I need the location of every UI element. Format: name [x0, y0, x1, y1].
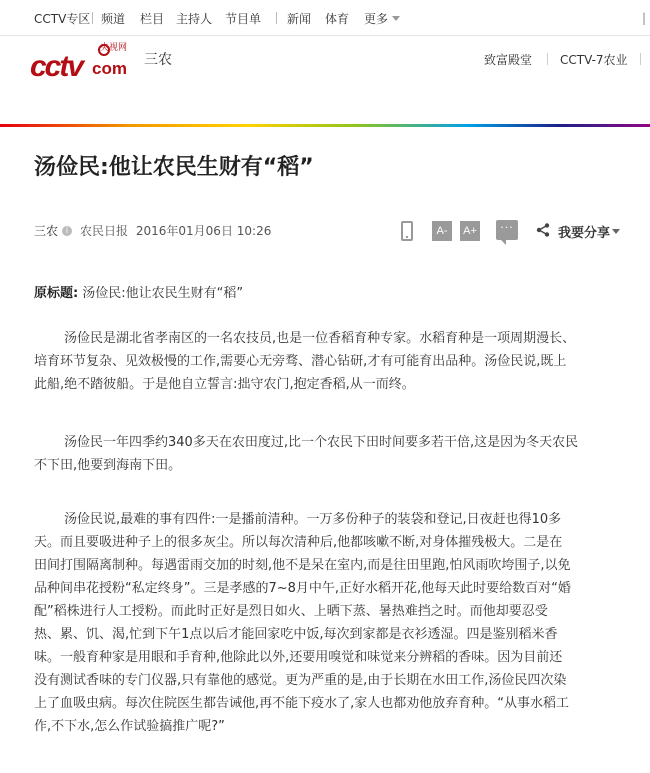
article-paragraph	[34, 431, 634, 477]
paragraph-line: 天。而且要吸进种子上的很多灰尘。所以每次清种后,他都咳嗽不断,对身体摧残极大。二是在	[34, 535, 563, 550]
header-nav-divider	[547, 53, 548, 65]
share-label: 我要分享	[558, 226, 611, 241]
comment-icon[interactable]: ···	[496, 220, 518, 240]
publish-datetime: 2016年01月06日 10:26	[135, 224, 272, 238]
paragraph-line: 汤俭民是湖北省孝南区的一名农技员,也是一位香稻育种专家。水稻育种是一项周期漫长、	[64, 331, 576, 346]
chevron-down-icon	[392, 16, 400, 21]
nav-link-sports[interactable]: 体育	[325, 12, 350, 26]
font-decrease-button[interactable]: A-	[432, 221, 452, 241]
nav-link-hosts[interactable]: 主持人	[176, 12, 213, 26]
more-label: 更多	[364, 12, 389, 26]
share-button[interactable]	[536, 220, 636, 244]
original-title-label: 原标题:	[34, 286, 79, 301]
original-title-line	[34, 282, 243, 301]
paragraph-line: 汤俭民说,最难的事有四件:一是播前清种。一万多份种子的装袋和登记,日夜赶也得10多	[64, 512, 562, 527]
paragraph-line: 上了血吸虫病。每次住院医生都告诫他,再不能下疫水了,家人也都劝他放弃育种。“从事水稻工	[34, 696, 570, 711]
nav-link-news[interactable]: 新闻	[287, 12, 312, 26]
rainbow-divider	[0, 124, 650, 127]
paragraph-line: 田间打围隔离制种。每遇雷雨交加的时刻,他不是呆在室内,而是往田里跑,怕风雨吹垮围子,以免	[34, 558, 571, 573]
nav-link-more[interactable]	[364, 10, 400, 27]
nav-link-columns[interactable]: 栏目	[140, 12, 165, 26]
info-icon: i	[62, 226, 72, 236]
paragraph-line: 汤俭民一年四季约340多天在农田度过,比一个农民下田时间要多若干倍,这是因为冬天农民	[64, 435, 579, 450]
top-right-icon[interactable]: |	[641, 11, 646, 25]
chevron-down-icon	[612, 229, 620, 234]
nav-link-cctv-zone[interactable]: CCTV专区	[34, 12, 91, 26]
article-meta	[34, 222, 271, 242]
top-nav-bar	[0, 0, 650, 36]
nav-link-schedule[interactable]: 节目单	[225, 12, 262, 26]
mobile-icon[interactable]	[401, 221, 413, 241]
paragraph-line: 味。一般育种家是用眼和手育种,他除此以外,还要用嗅觉和味觉来分辨稻的香味。因为目前还	[34, 650, 563, 665]
source-channel[interactable]: 三农	[34, 224, 59, 238]
paragraph-line: 配”稻株进行人工授粉。而此时正好是烈日如火、上晒下蒸、暑热难挡之时。而他却要忍受	[34, 604, 548, 619]
channel-name[interactable]: 三农	[144, 52, 172, 68]
nav-link-channels[interactable]: 频道	[101, 12, 126, 26]
font-increase-button[interactable]: A+	[460, 221, 480, 241]
article-paragraph	[34, 327, 634, 396]
article-title: 汤俭民:他让农民生财有“稻”	[34, 155, 314, 180]
paragraph-line: 品种间串花授粉“私定终身”。三是孝感的7~8月中午,正好水稻开花,他每天此时要给数百对“婚	[34, 581, 571, 596]
header-nav-divider	[640, 53, 641, 65]
logo-com-text: com	[92, 59, 127, 78]
source-name: 农民日报	[80, 224, 129, 238]
paragraph-line: 作,不下水,怎么作试验搞推广呢?”	[34, 719, 225, 734]
paragraph-line: 热、累、饥、渴,忙到下午1点以后才能回家吃中饭,每次到家都是衣衫透湿。四是鉴别稻米香	[34, 627, 558, 642]
cctv-logo[interactable]	[30, 38, 142, 83]
header-nav-cctv7[interactable]: CCTV-7农业	[560, 53, 628, 67]
original-title: 汤俭民:他让农民生财有“稻”	[82, 286, 244, 301]
share-icon	[536, 223, 550, 237]
header-nav-zhifu[interactable]: 致富殿堂	[484, 53, 533, 67]
nav-divider	[92, 12, 93, 24]
paragraph-line: 没有测试香味的专门仪器,只有靠他的感觉。更为严重的是,由于长期在水田工作,汤俭民四次染	[34, 673, 567, 688]
logo-small-text: 央视网	[100, 43, 128, 53]
nav-divider	[276, 12, 277, 24]
paragraph-line: 培育环节复杂、见效极慢的工作,需要心无旁骛、潜心钻研,才有可能育出品种。汤俭民说,既上	[34, 354, 567, 369]
article-paragraph	[34, 508, 634, 738]
paragraph-line: 不下田,他要到海南下田。	[34, 458, 182, 473]
logo-cctv-text: cctv	[30, 50, 83, 83]
paragraph-line: 此船,绝不踏彼船。于是他自立誓言:拙守农门,抱定香稻,从一而终。	[34, 377, 415, 392]
